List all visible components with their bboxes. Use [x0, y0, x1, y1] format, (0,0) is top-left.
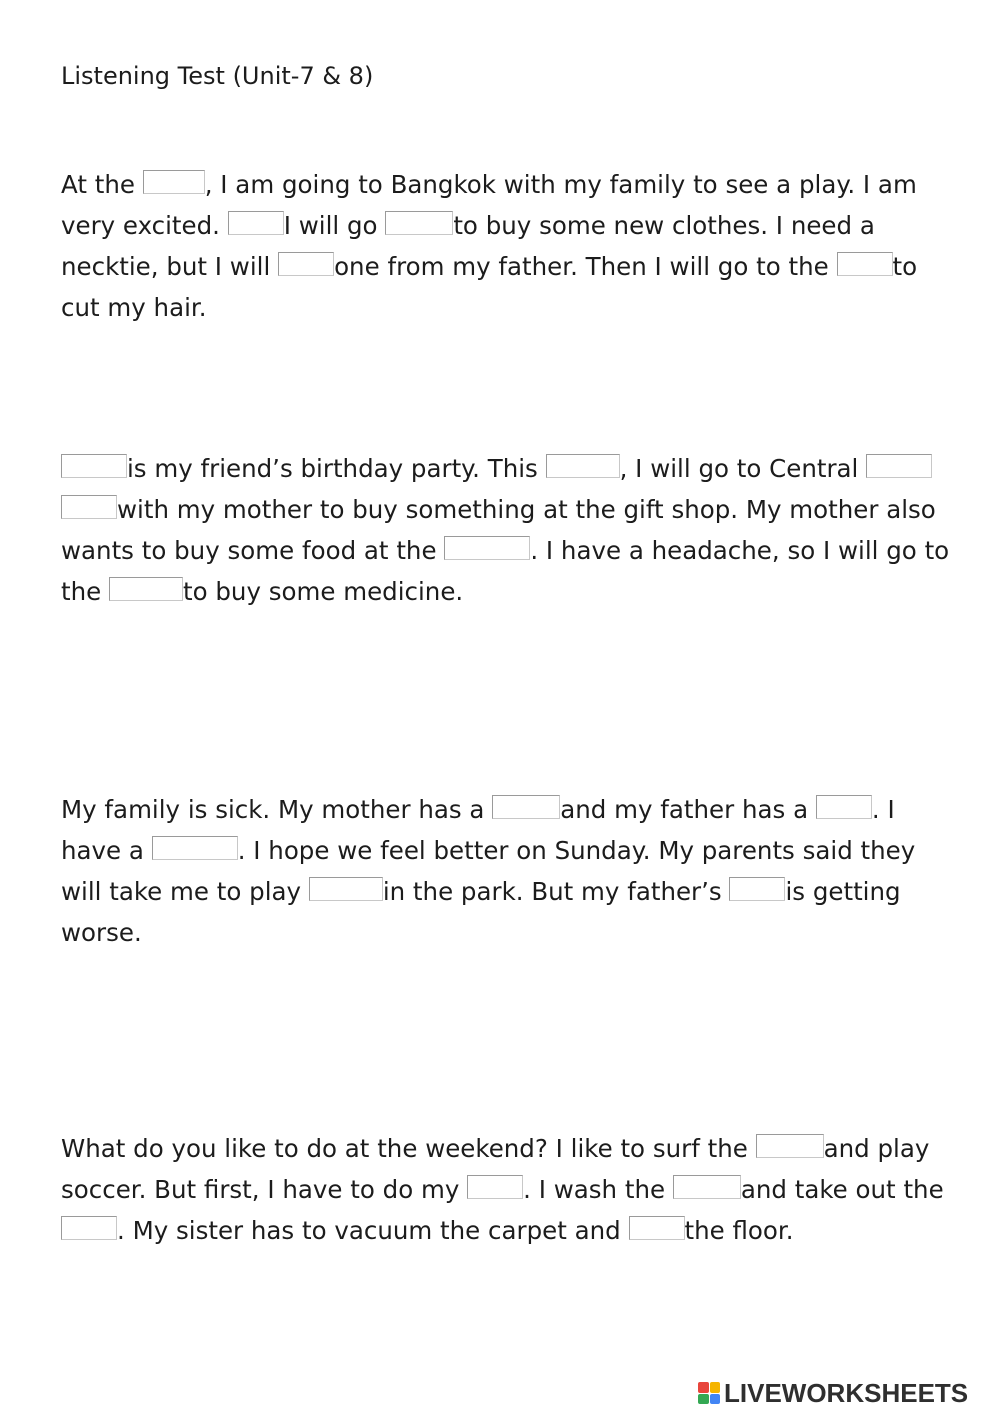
- answer-blank-input[interactable]: [61, 495, 117, 519]
- text-segment: is getting: [785, 877, 901, 906]
- text-line: [61, 291, 941, 327]
- text-segment: wants to buy some food at the: [61, 536, 445, 565]
- text-segment: have a: [61, 836, 152, 865]
- answer-blank-input[interactable]: [467, 1175, 523, 1199]
- answer-blank-input[interactable]: [228, 211, 284, 235]
- text-segment: cut my hair.: [61, 293, 207, 322]
- liveworksheets-logo-icon: [698, 1382, 720, 1404]
- answer-blank-input[interactable]: [385, 211, 453, 235]
- text-segment: the: [61, 577, 109, 606]
- text-segment: very excited.: [61, 211, 228, 240]
- answer-blank-input[interactable]: [61, 454, 127, 478]
- text-line: [61, 250, 941, 291]
- answer-blank-input[interactable]: [444, 536, 530, 560]
- answer-blank-input[interactable]: [816, 795, 872, 819]
- text-segment: . I: [871, 795, 895, 824]
- answer-blank-input[interactable]: [109, 577, 183, 601]
- paragraph-1: [61, 168, 941, 327]
- answer-blank-input[interactable]: [152, 836, 238, 860]
- answer-blank-input[interactable]: [629, 1216, 685, 1240]
- text-segment: What do you like to do at the weekend? I like to surf the: [61, 1134, 756, 1163]
- text-line: [61, 1214, 941, 1250]
- text-segment: in the park. But my father’s: [382, 877, 730, 906]
- text-segment: necktie, but I will: [61, 252, 279, 281]
- text-line: [61, 793, 941, 834]
- text-segment: , I will go to Central: [619, 454, 867, 483]
- text-segment: worse.: [61, 918, 142, 947]
- answer-blank-input[interactable]: [729, 877, 785, 901]
- page-title: Listening Test (Unit-7 & 8): [61, 62, 374, 90]
- text-line: [61, 452, 941, 493]
- text-segment: and my father has a: [560, 795, 816, 824]
- text-line: [61, 209, 941, 250]
- answer-blank-input[interactable]: [61, 1216, 117, 1240]
- text-segment: and play: [823, 1134, 930, 1163]
- answer-blank-input[interactable]: [143, 170, 205, 194]
- text-segment: the floor.: [684, 1216, 794, 1245]
- text-line: [61, 575, 941, 611]
- answer-blank-input[interactable]: [866, 454, 932, 478]
- logo-text: LIVEWORKSHEETS: [724, 1377, 969, 1408]
- answer-blank-input[interactable]: [309, 877, 383, 901]
- answer-blank-input[interactable]: [492, 795, 560, 819]
- text-segment: to: [892, 252, 918, 281]
- text-line: [61, 916, 941, 952]
- text-segment: will take me to play: [61, 877, 309, 906]
- text-line: [61, 834, 941, 875]
- text-line: [61, 168, 941, 209]
- text-segment: with my mother to buy something at the gift shop. My mother also: [117, 495, 936, 524]
- text-segment: . I wash the: [523, 1175, 673, 1204]
- text-segment: and take out the: [740, 1175, 944, 1204]
- text-segment: I will go: [283, 211, 386, 240]
- text-segment: . I have a headache, so I will go to: [530, 536, 950, 565]
- paragraph-4: [61, 1132, 944, 1250]
- text-line: [61, 1132, 941, 1173]
- answer-blank-input[interactable]: [278, 252, 334, 276]
- text-line: [61, 1173, 944, 1214]
- text-segment: My family is sick. My mother has a: [61, 795, 493, 824]
- text-segment: soccer. But first, I have to do my: [61, 1175, 468, 1204]
- text-line: [61, 493, 941, 534]
- paragraph-2: [61, 452, 950, 611]
- text-segment: to buy some new clothes. I need a: [453, 211, 875, 240]
- paragraph-3: [61, 793, 941, 952]
- text-segment: At the: [61, 170, 143, 199]
- text-segment: one from my father. Then I will go to the: [334, 252, 837, 281]
- answer-blank-input[interactable]: [837, 252, 893, 276]
- answer-blank-input[interactable]: [546, 454, 620, 478]
- text-segment: , I am going to Bangkok with my family to see a play. I am: [204, 170, 917, 199]
- answer-blank-input[interactable]: [673, 1175, 741, 1199]
- text-line: [61, 534, 950, 575]
- liveworksheets-logo: [698, 1377, 969, 1408]
- text-segment: is my friend’s birthday party. This: [127, 454, 546, 483]
- text-segment: to buy some medicine.: [183, 577, 464, 606]
- text-segment: . I hope we feel better on Sunday. My parents said they: [237, 836, 916, 865]
- text-line: [61, 875, 941, 916]
- answer-blank-input[interactable]: [756, 1134, 824, 1158]
- text-segment: . My sister has to vacuum the carpet and: [117, 1216, 629, 1245]
